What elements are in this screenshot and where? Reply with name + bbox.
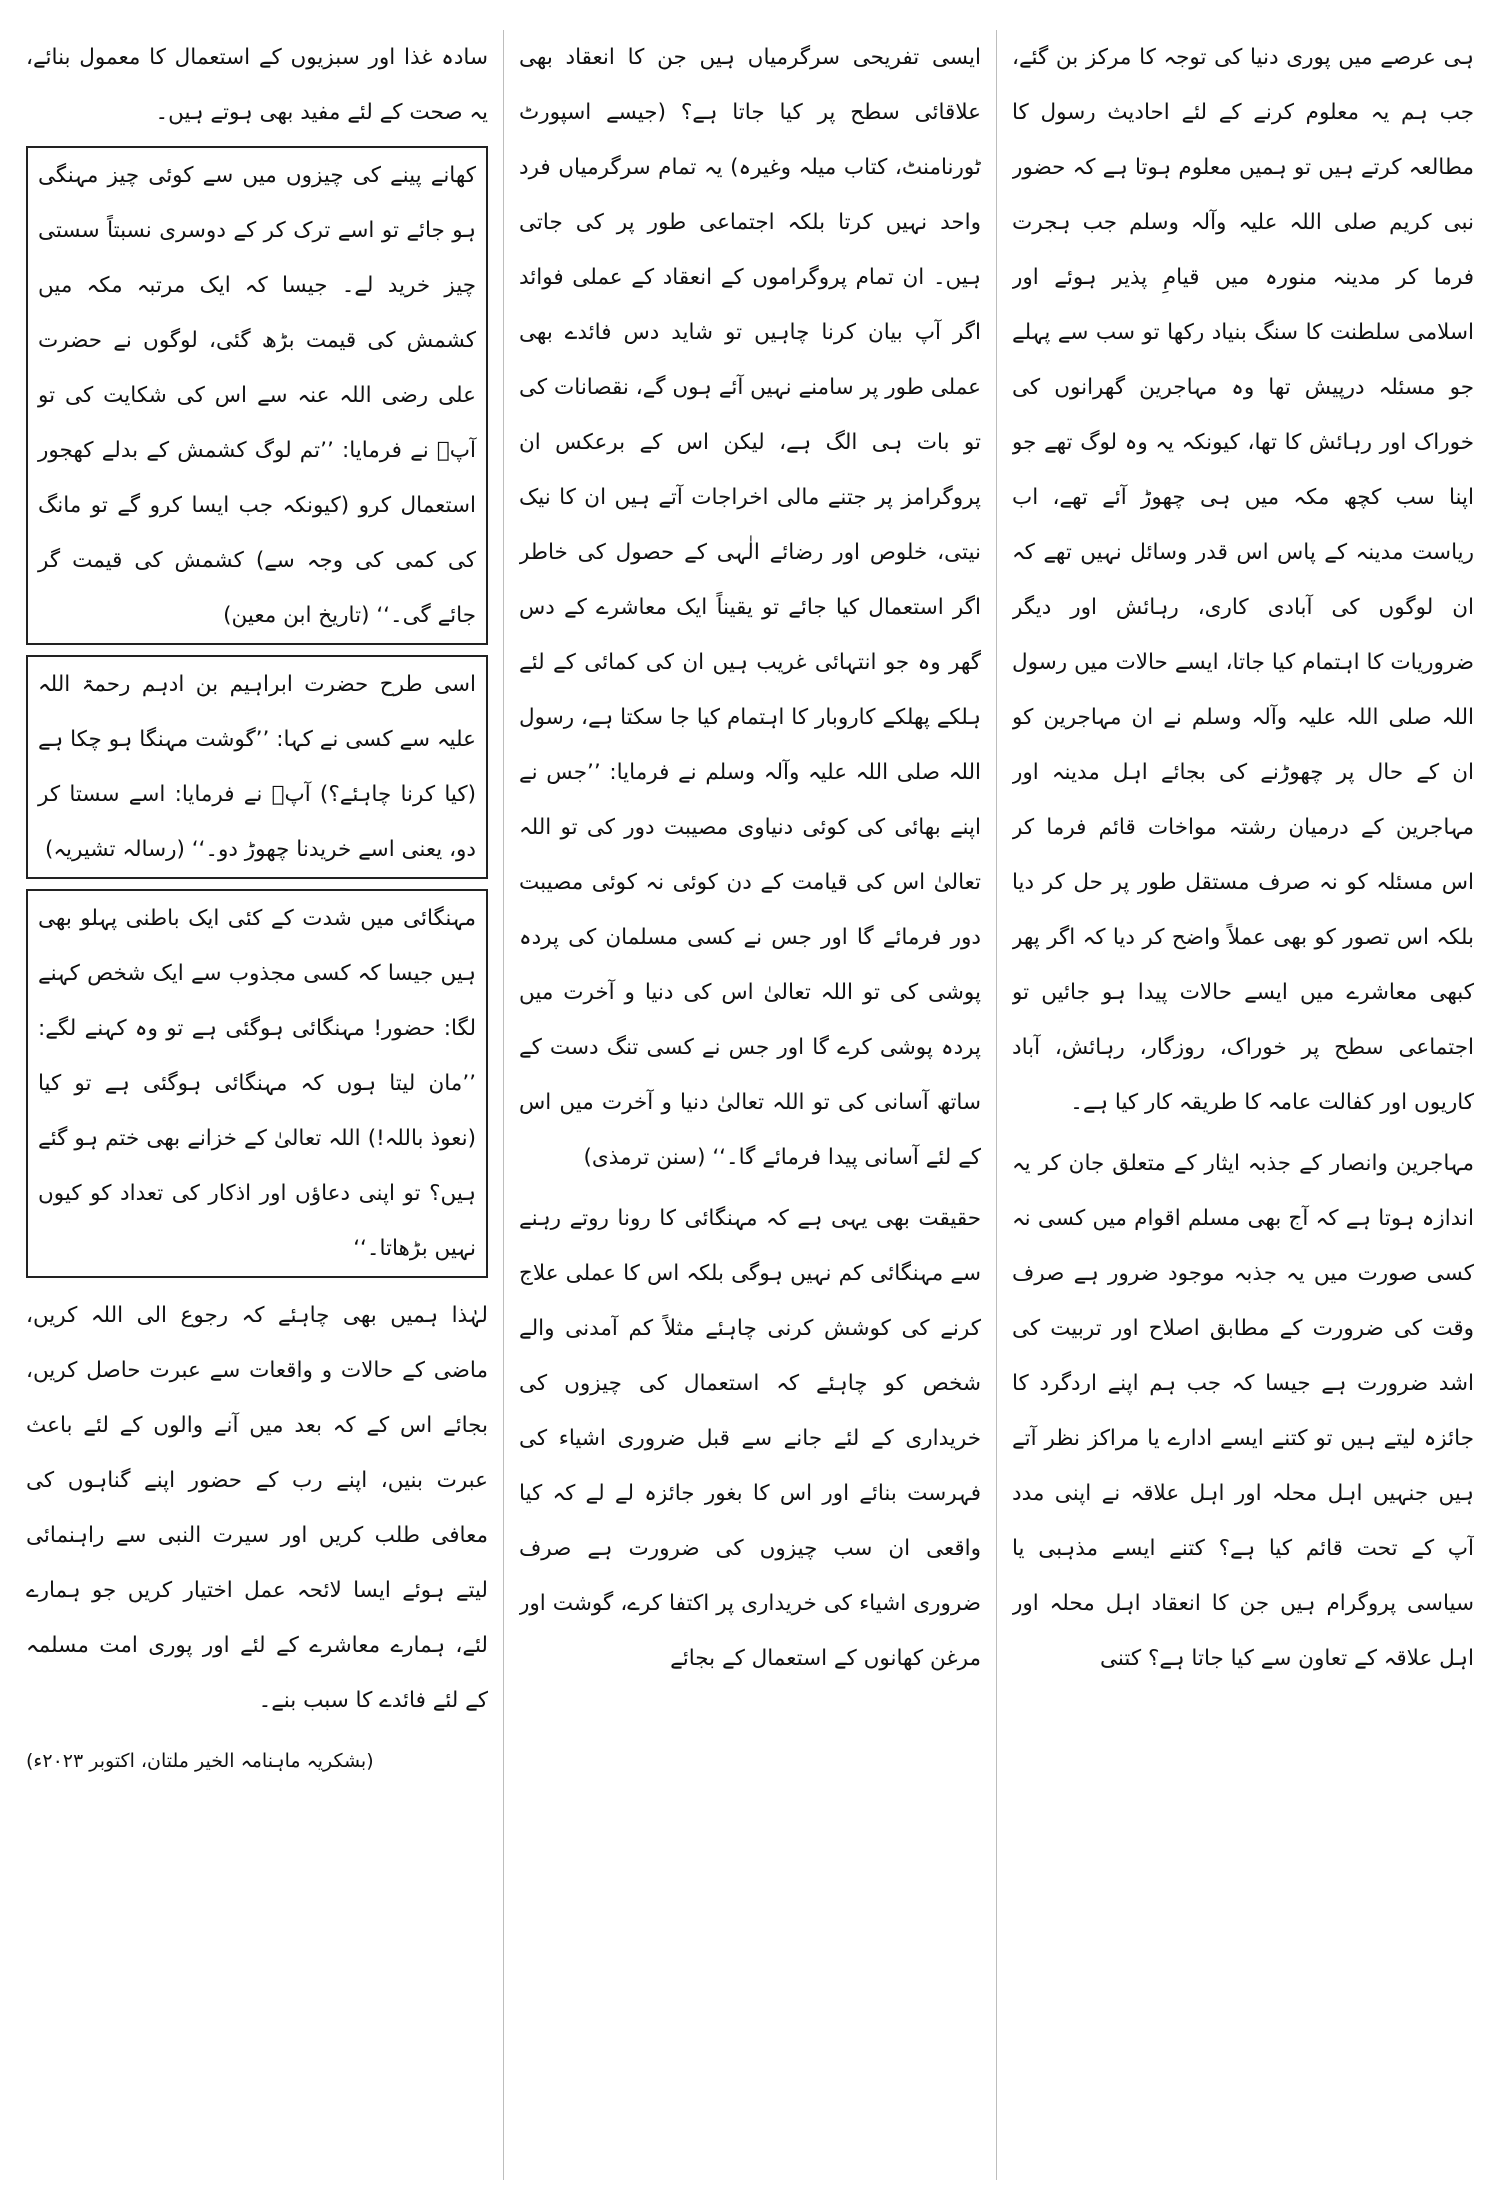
quote-text: کھانے پینے کی چیزوں میں سے کوئی چیز مہنگی ہو جائے تو اسے ترک کر کے دوسری نسبتاً سستی چیز خرید لے۔ جیسا کہ ایک مرتبہ مکہ میں کشمش کی قیمت بڑھ گئی، لوگوں نے حضرت علی رضی اللہ عنہ سے اس کی شکایت کی تو آپؓ نے فرمایا: ’’تم لوگ کشمش کے بدلے کھجور استعمال کرو (کیونکہ جب ایسا کرو گے تو مانگ کی کمی کی وجہ سے) کشمش کی قیمت گر جائے گی۔‘‘ <box>38 163 476 628</box>
column-divider <box>503 30 504 2180</box>
paragraph: لہٰذا ہمیں بھی چاہئے کہ رجوع الی اللہ کریں، ماضی کے حالات و واقعات سے عبرت حاصل کریں، بجائے اس کے کہ بعد میں آنے والوں کے لئے باعث عبرت بنیں، اپنے رب کے حضور اپنے گناہوں کی معافی طلب کریں اور سیرت النبی سے راہنمائی لیتے ہوئے ایسا لائحہ عمل اختیار کریں جو ہمارے لئے، ہمارے معاشرے کے لئے اور پوری امت مسلمہ کے لئے فائدے کا سبب بنے۔ <box>26 1303 488 1713</box>
column-left <box>26 30 488 2180</box>
paragraph: مہاجرین وانصار کے جذبہ ایثار کے متعلق جان کر یہ اندازہ ہوتا ہے کہ آج بھی مسلم اقوام میں کسی نہ کسی صورت میں یہ جذبہ موجود ضرور ہے صرف وقت کی ضرورت کے مطابق اصلاح اور تربیت کی اشد ضرورت ہے جیسا کہ جب ہم اپنے اردگرد کا جائزہ لیتے ہیں تو کتنے ایسے ادارے یا مراکز نظر آتے ہیں جنہیں اہل محلہ اور اہل علاقہ نے اپنی مدد آپ کے تحت قائم کیا ہے؟ کتنے ایسے مذہبی یا سیاسی پروگرام ہیں جن کا انعقاد اہل محلہ اور اہل علاقہ کے تعاون سے کیا جاتا ہے؟ کتنی <box>1012 1151 1474 1671</box>
paragraph: حقیقت بھی یہی ہے کہ مہنگائی کا رونا روتے رہنے سے مہنگائی کم نہیں ہوگی بلکہ اس کا عملی علاج کرنے کی کوشش کرنی چاہئے مثلاً کم آمدنی والے شخص کو چاہئے کہ استعمال کی چیزوں کی خریداری کے لئے جانے سے قبل ضروری اشیاء کی فہرست بنائے اور اس کا بغور جائزہ لے لے کہ کیا واقعی ان سب چیزوں کی ضرورت ہے صرف ضروری اشیاء کی خریداری پر اکتفا کرے، گوشت اور مرغن کھانوں کے استعمال کے بجائے <box>519 1206 981 1671</box>
boxed-quote <box>26 146 488 645</box>
paragraph-text: ایسی تفریحی سرگرمیاں ہیں جن کا انعقاد بھی علاقائی سطح پر کیا جاتا ہے؟ (جیسے اسپورٹ ٹورنامنٹ، کتاب میلہ وغیرہ) یہ تمام سرگرمیاں فرد واحد نہیں کرتا بلکہ اجتماعی طور پر کی جاتی ہیں۔ ان تمام پروگراموں کے انعقاد کے عملی فوائد اگر آپ بیان کرنا چاہیں تو شاید دس فائدے بھی عملی طور پر سامنے نہیں آئے ہوں گے، نقصانات کی تو بات ہی الگ ہے، لیکن اس کے برعکس ان پروگرامز پر جتنے مالی اخراجات آتے ہیں ان کا نیک نیتی، خلوص اور رضائے الٰہی کے حصول کی خاطر اگر استعمال کیا جائے تو یقیناً ایک معاشرے کے دس گھر وہ جو انتہائی غریب ہیں ان کی کمائی کے لئے ہلکے پھلکے کاروبار کا اہتمام کیا جا سکتا ہے، رسول اللہ صلی اللہ علیہ وآلہ وسلم نے فرمایا: ’’جس نے اپنے بھائی کی کوئی دنیاوی مصیبت دور کی تو اللہ تعالیٰ اس کی قیامت کے دن کوئی نہ کوئی مصیبت دور فرمائے گا اور جس نے کسی مسلمان کی پردہ پوشی کی تو اللہ تعالیٰ اس کی دنیا و آخرت میں پردہ پوشی کرے گا اور جس نے کسی تنگ دست کے ساتھ آسانی کی تو اللہ تعالیٰ دنیا و آخرت میں اس کے لئے آسانی پیدا فرمائے گا۔‘‘ <box>519 45 981 1170</box>
paragraph: سادہ غذا اور سبزیوں کے استعمال کا معمول بنائے، یہ صحت کے لئے مفید بھی ہوتے ہیں۔ <box>26 45 488 125</box>
quote-text: اسی طرح حضرت ابراہیم بن ادہم رحمۃ اللہ علیہ سے کسی نے کہا: ’’گوشت مہنگا ہو چکا ہے (کیا کرنا چاہئے؟) آپؒ نے فرمایا: اسے سستا کر دو، یعنی اسے خریدنا چھوڑ دو۔‘‘ <box>38 672 476 862</box>
source-citation: (سنن ترمذی) <box>583 1145 706 1170</box>
paragraph: ہی عرصے میں پوری دنیا کی توجہ کا مرکز بن گئے، جب ہم یہ معلوم کرنے کے لئے احادیث رسول کا مطالعہ کرتے ہیں تو ہمیں معلوم ہوتا ہے کہ حضور نبی کریم صلی اللہ علیہ وآلہ وسلم جب ہجرت فرما کر مدینہ منورہ میں قیامِ پذیر ہوئے اور اسلامی سلطنت کا سنگ بنیاد رکھا تو سب سے پہلے جو مسئلہ درپیش تھا وہ مہاجرین گھرانوں کی خوراک اور رہائش کا تھا، کیونکہ یہ وہ لوگ تھے جو اپنا سب کچھ مکہ میں ہی چھوڑ آئے تھے، اب ریاست مدینہ کے پاس اس قدر وسائل نہیں تھے کہ ان لوگوں کی آبادی کاری، رہائش اور دیگر ضروریات کا اہتمام کیا جاتا، ایسے حالات میں رسول اللہ صلی اللہ علیہ وآلہ وسلم نے ان مہاجرین کو ان کے حال پر چھوڑنے کی بجائے اہل مدینہ اور مہاجرین کے درمیان رشتہ مواخات قائم فرما کر اس مسئلہ کو نہ صرف مستقل طور پر حل کر دیا بلکہ اس تصور کو بھی عملاً واضح کر دیا کہ اگر پھر کبھی معاشرے میں ایسے حالات پیدا ہو جائیں تو اجتماعی سطح پر خوراک، روزگار، رہائش، آباد کاریوں اور کفالت عامہ کا طریقہ کار کیا ہے۔ <box>1012 45 1474 1115</box>
article-columns <box>26 30 1474 2180</box>
column-divider <box>996 30 997 2180</box>
column-center <box>519 30 981 2180</box>
publication-credit: (بشکریہ ماہنامہ الخیر ملتان، اکتوبر ۲۰۲۳ء) <box>26 1750 374 1772</box>
boxed-quote <box>26 889 488 1278</box>
source-citation: (رسالہ تشیریہ) <box>45 837 185 862</box>
column-right <box>1012 30 1474 2180</box>
paragraph <box>519 30 981 1185</box>
quote-text: مہنگائی میں شدت کے کئی ایک باطنی پہلو بھی ہیں جیسا کہ کسی مجذوب سے ایک شخص کہنے لگا: حضور! مہنگائی ہوگئی ہے تو وہ کہنے لگے: ’’مان لیتا ہوں کہ مہنگائی ہوگئی ہے تو کیا (نعوذ باللہ!) اللہ تعالیٰ کے خزانے بھی ختم ہو گئے ہیں؟ تو اپنی دعاؤں اور اذکار کی تعداد کو کیوں نہیں بڑھاتا۔‘‘ <box>38 906 476 1261</box>
boxed-quote <box>26 655 488 879</box>
source-citation: (تاریخ ابن معین) <box>223 603 370 628</box>
